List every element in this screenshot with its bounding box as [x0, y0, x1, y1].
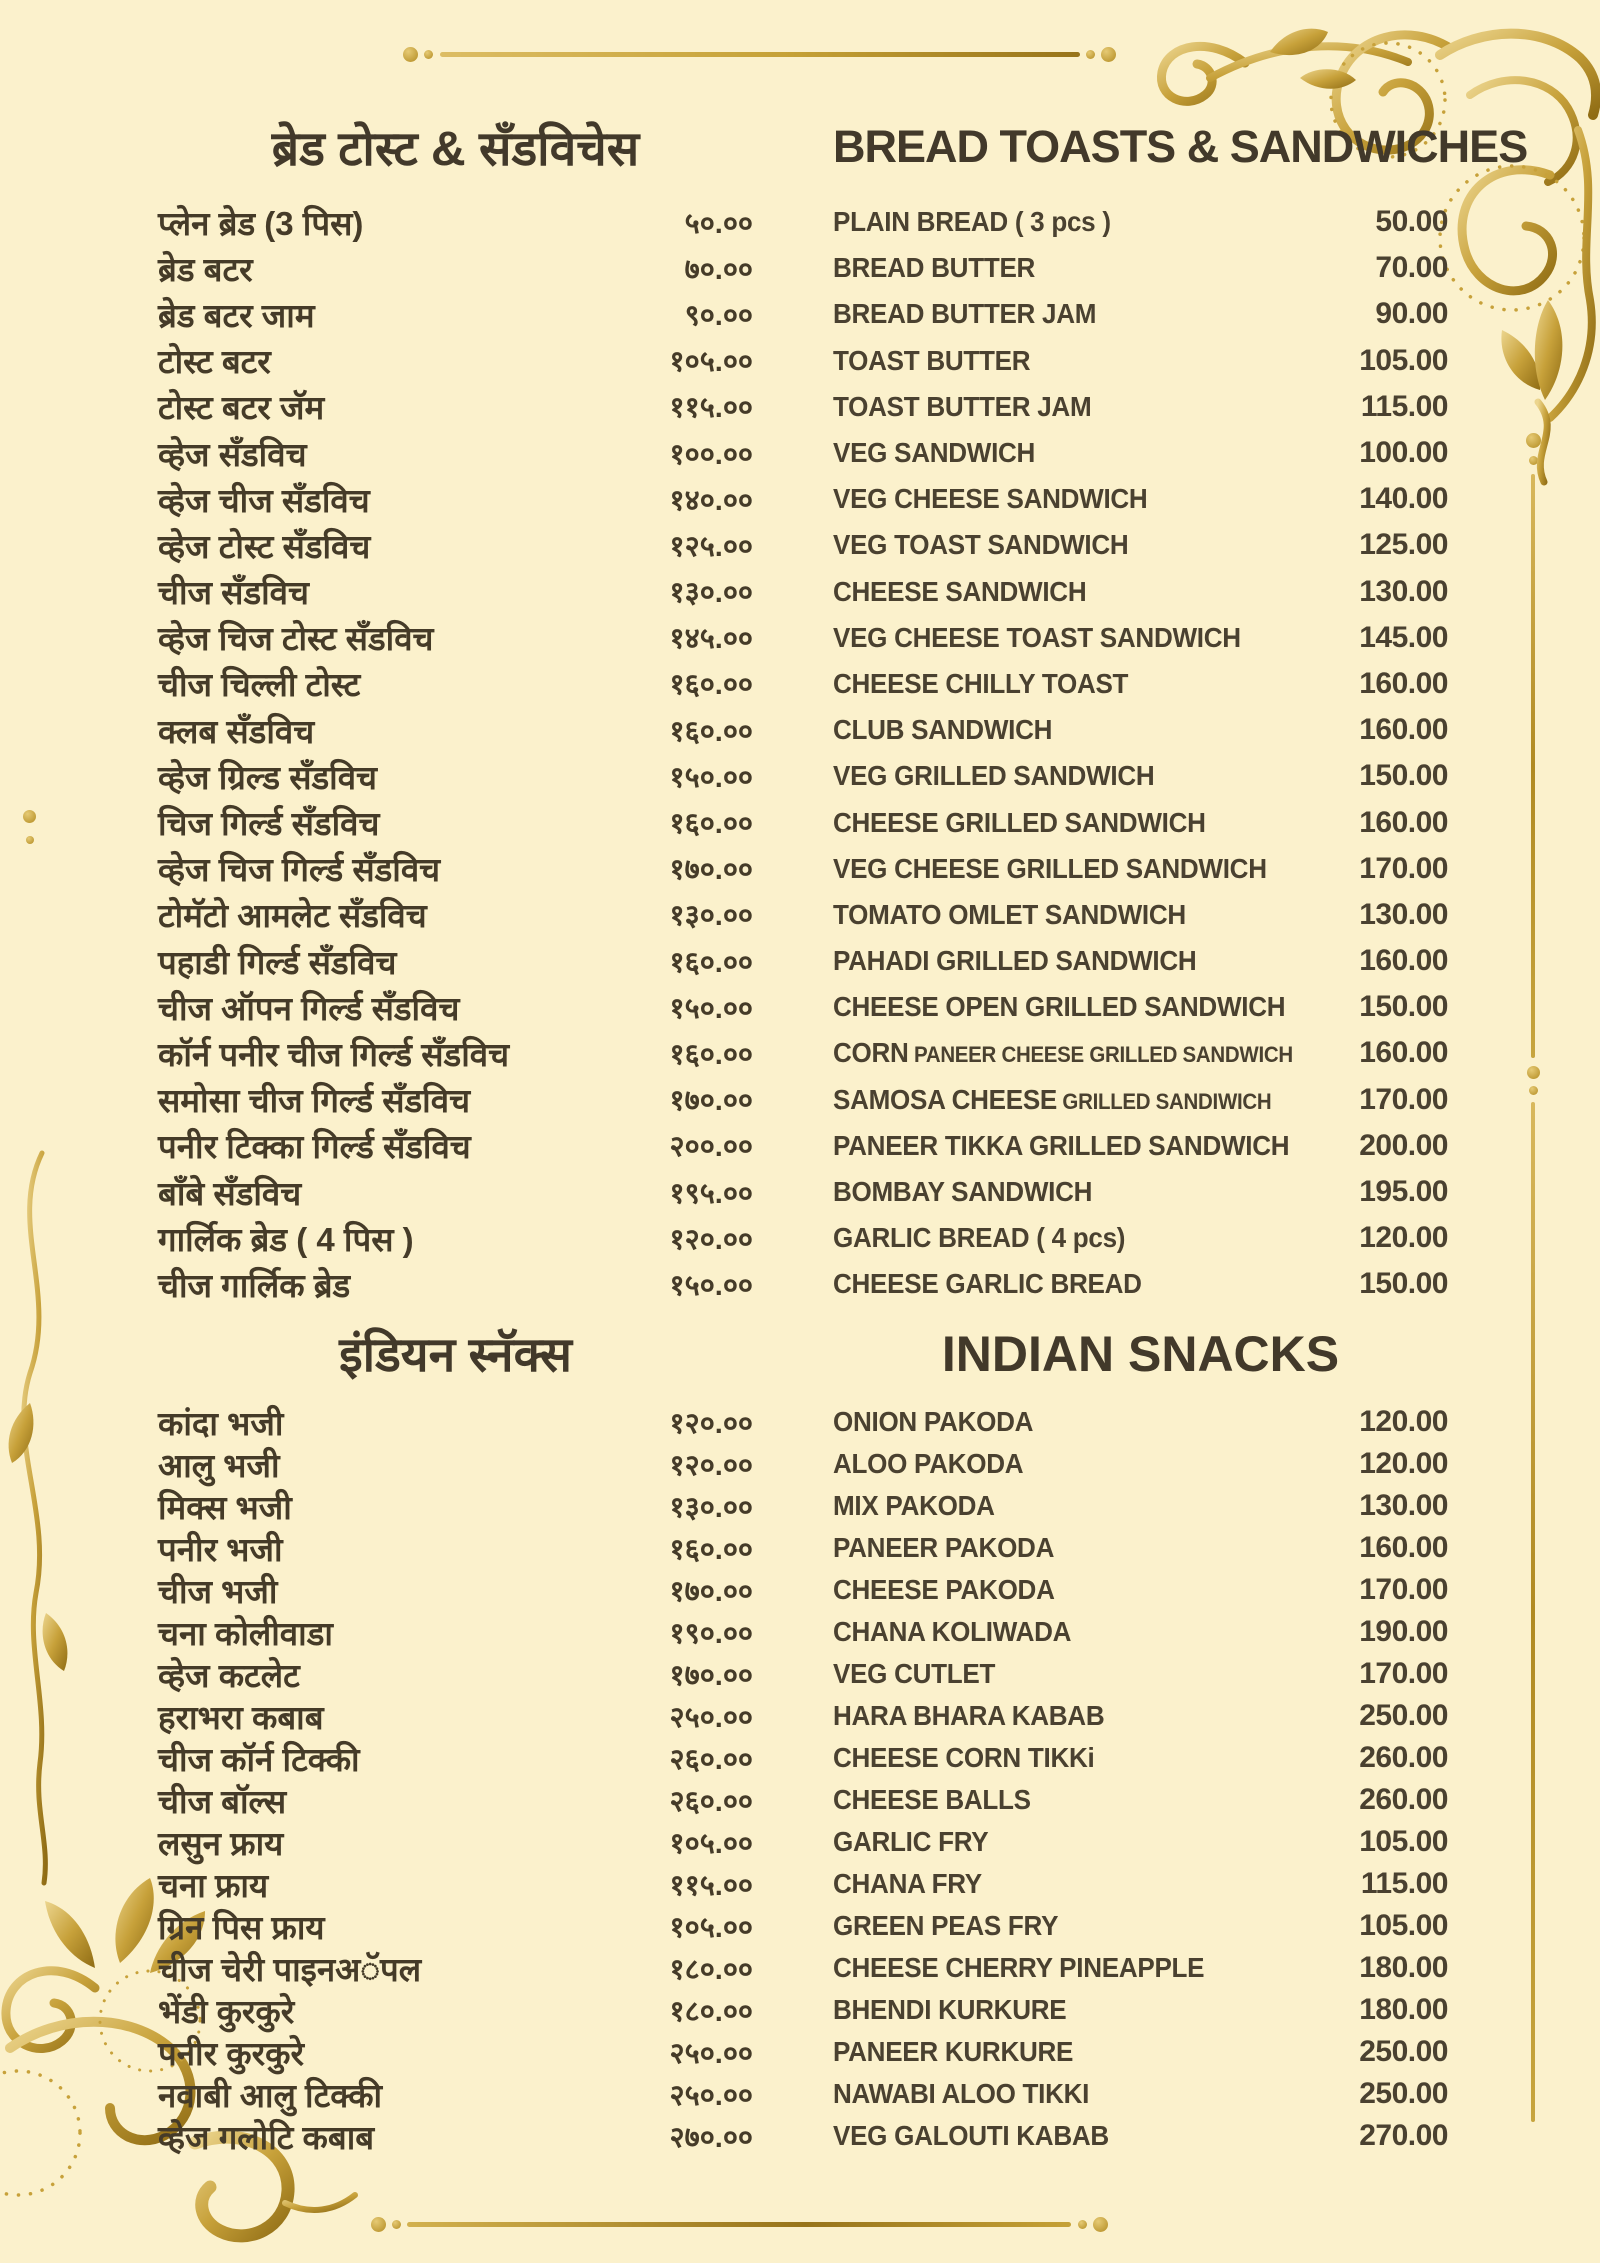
- item-price-english: 120.00: [1359, 1405, 1448, 1438]
- item-name-hindi: चना कोलीवाडा: [158, 1614, 333, 1652]
- item-price-hindi: १०५.००: [669, 346, 753, 379]
- item-name-english: BHENDI KURKURE: [833, 1994, 1067, 2025]
- menu-item-row: [0, 476, 1600, 522]
- menu-item-row: [0, 1988, 1600, 2030]
- menu-item-row: [0, 291, 1600, 337]
- menu-item-row: [0, 1610, 1600, 1652]
- menu-item-row: [0, 199, 1600, 245]
- menu-item-row: [0, 799, 1600, 845]
- item-price-english: 105.00: [1359, 1909, 1448, 1942]
- menu-item-row: [0, 615, 1600, 661]
- item-price-english: 195.00: [1359, 1175, 1448, 1209]
- item-price-hindi: १६०.००: [669, 1038, 753, 1071]
- item-price-english: 150.00: [1359, 990, 1448, 1024]
- section-title-english: INDIAN SNACKS: [941, 1325, 1340, 1382]
- menu-item-row: [0, 338, 1600, 384]
- menu-item-row: [0, 1904, 1600, 1946]
- item-name-hindi: नवाबी आलु टिक्की: [158, 2076, 383, 2114]
- item-name-hindi: कांदा भजी: [158, 1404, 284, 1442]
- menu-item-row: [0, 1077, 1600, 1123]
- menu-item-row: [0, 753, 1600, 799]
- item-name-english: ALOO PAKODA: [833, 1448, 1024, 1479]
- item-name-english-small: PANEER CHEESE GRILLED SANDWICH: [908, 1042, 1293, 1068]
- item-price-hindi: १०५.००: [669, 1827, 753, 1860]
- item-name-english: CHANA KOLIWADA: [833, 1616, 1072, 1647]
- item-name-english: CLUB SANDWICH: [833, 714, 1053, 746]
- item-price-hindi: १७०.००: [669, 1659, 753, 1692]
- item-price-english: 250.00: [1359, 1699, 1448, 1732]
- item-name-hindi: गार्लिक ब्रेड ( 4 पिस ): [158, 1220, 414, 1258]
- menu-item-row: [0, 2072, 1600, 2114]
- item-name-hindi: मिक्स भजी: [158, 1488, 292, 1526]
- item-price-hindi: १८०.००: [669, 1995, 753, 2028]
- item-price-hindi: १२०.००: [669, 1223, 753, 1256]
- item-price-hindi: ११५.००: [669, 392, 753, 425]
- item-name-english-small: GRILLED SANDIWICH: [1057, 1088, 1272, 1114]
- menu-item-row: [0, 1442, 1600, 1484]
- menu-item-row: [0, 1030, 1600, 1076]
- item-name-hindi: व्हेज सँडविच: [158, 435, 307, 473]
- menu-item-row: [0, 384, 1600, 430]
- item-name-hindi: प्लेन ब्रेड (3 पिस): [158, 204, 364, 242]
- item-price-hindi: १९५.००: [669, 1177, 753, 1210]
- item-price-hindi: १८०.००: [669, 1953, 753, 1986]
- item-name-hindi: चना फ्राय: [158, 1866, 269, 1904]
- item-price-hindi: १४५.००: [669, 623, 753, 656]
- item-price-hindi: १३०.००: [669, 900, 753, 933]
- menu-item-row: [0, 245, 1600, 291]
- item-price-hindi: १२५.००: [669, 530, 753, 563]
- item-name-english: CHEESE CORN TIKKi: [833, 1742, 1095, 1773]
- item-price-hindi: १००.००: [669, 438, 753, 471]
- item-price-english: 260.00: [1359, 1741, 1448, 1774]
- item-name-english: HARA BHARA KABAB: [833, 1700, 1105, 1731]
- item-name-english: PAHADI GRILLED SANDWICH: [833, 945, 1197, 977]
- item-name-hindi: चीज भजी: [158, 1572, 278, 1610]
- item-name-hindi: ब्रेड बटर: [158, 250, 253, 288]
- menu-item-row: [0, 1652, 1600, 1694]
- item-name-hindi: पनीर भजी: [158, 1530, 283, 1568]
- menu-item-row: [0, 661, 1600, 707]
- menu-item-row: [0, 707, 1600, 753]
- item-name-english: CHEESE CHERRY PINEAPPLE: [833, 1952, 1205, 1983]
- item-name-english: CHEESE GRILLED SANDWICH: [833, 806, 1206, 838]
- item-name-english: SAMOSA CHEESE GRILLED SANDIWICH: [833, 1083, 1272, 1115]
- menu-item-row: [0, 430, 1600, 476]
- item-price-english: 270.00: [1359, 2119, 1448, 2152]
- item-price-hindi: १६०.००: [669, 715, 753, 748]
- item-price-hindi: ७०.००: [684, 253, 753, 286]
- item-name-english: VEG TOAST SANDWICH: [833, 529, 1129, 561]
- menu-item-row: [0, 1169, 1600, 1215]
- item-name-hindi: व्हेज चिज टोस्ट सँडविच: [158, 620, 434, 658]
- item-name-hindi: चीज चेरी पाइनअॅपल: [158, 1950, 422, 1988]
- item-name-hindi: टोमॅटो आमलेट सँडविच: [158, 897, 427, 935]
- item-name-hindi: भेंडी कुरकुरे: [158, 1992, 295, 2030]
- item-name-hindi: चिज गिर्ल्ड सँडविच: [158, 805, 380, 843]
- menu-item-row: [0, 846, 1600, 892]
- item-price-hindi: १५०.००: [669, 1269, 753, 1302]
- item-price-english: 50.00: [1375, 205, 1448, 239]
- item-name-hindi: व्हेज चीज सँडविच: [158, 481, 370, 519]
- item-price-hindi: १७०.००: [669, 854, 753, 887]
- item-price-english: 160.00: [1359, 944, 1448, 978]
- item-name-english: GREEN PEAS FRY: [833, 1910, 1059, 1941]
- item-name-english: NAWABI ALOO TIKKI: [833, 2078, 1090, 2109]
- item-name-english: GARLIC FRY: [833, 1826, 989, 1857]
- menu-item-row: [0, 1862, 1600, 1904]
- item-price-english: 170.00: [1359, 851, 1448, 885]
- item-name-english: BOMBAY SANDWICH: [833, 1176, 1093, 1208]
- item-name-english: TOAST BUTTER: [833, 344, 1031, 376]
- item-name-english: VEG CHEESE TOAST SANDWICH: [833, 621, 1241, 653]
- item-price-english: 170.00: [1359, 1573, 1448, 1606]
- menu-item-row: [0, 1400, 1600, 1442]
- item-name-english: ONION PAKODA: [833, 1406, 1034, 1437]
- item-name-hindi: चीज कॉर्न टिक्की: [158, 1740, 360, 1778]
- item-name-english: BREAD BUTTER: [833, 252, 1036, 284]
- menu-item-row: [0, 1261, 1600, 1307]
- menu-item-row: [0, 1736, 1600, 1778]
- item-name-hindi: पनीर कुरकुरे: [158, 2034, 304, 2072]
- item-price-english: 150.00: [1359, 1267, 1448, 1301]
- item-price-english: 120.00: [1359, 1447, 1448, 1480]
- menu-item-row: [0, 1694, 1600, 1736]
- item-price-hindi: २५०.००: [669, 1701, 753, 1734]
- menu-item-row: [0, 1946, 1600, 1988]
- menu-item-row: [0, 2114, 1600, 2156]
- item-name-english: CHEESE OPEN GRILLED SANDWICH: [833, 991, 1286, 1023]
- item-price-english: 260.00: [1359, 1783, 1448, 1816]
- item-name-english: PANEER KURKURE: [833, 2036, 1074, 2067]
- section-header-row: [0, 1308, 1600, 1400]
- menu-item-row: [0, 569, 1600, 615]
- item-name-english: VEG GRILLED SANDWICH: [833, 760, 1155, 792]
- item-price-hindi: २६०.००: [669, 1743, 753, 1776]
- item-name-hindi: समोसा चीज गिर्ल्ड सँडविच: [158, 1082, 471, 1120]
- menu-item-row: [0, 1778, 1600, 1820]
- item-price-hindi: १२०.००: [669, 1407, 753, 1440]
- item-price-english: 140.00: [1359, 482, 1448, 516]
- item-name-hindi: बाँबे सँडविच: [158, 1174, 302, 1212]
- menu-item-row: [0, 522, 1600, 568]
- section-title-hindi: ब्रेड टोस्ट & सँडविचेस: [271, 122, 640, 176]
- menu-item-row: [0, 1820, 1600, 1862]
- item-name-hindi: चीज ऑपन गिर्ल्ड सँडविच: [158, 989, 460, 1027]
- item-price-hindi: २७०.००: [669, 2121, 753, 2154]
- item-name-hindi: हराभरा कबाब: [158, 1698, 324, 1736]
- item-price-hindi: १७०.००: [669, 1085, 753, 1118]
- item-price-english: 145.00: [1359, 620, 1448, 654]
- menu-item-row: [0, 938, 1600, 984]
- item-price-hindi: ११५.००: [669, 1869, 753, 1902]
- item-price-hindi: १३०.००: [669, 1491, 753, 1524]
- item-price-english: 115.00: [1360, 389, 1448, 423]
- menu-item-row: [0, 1568, 1600, 1610]
- item-name-english: CHEESE PAKODA: [833, 1574, 1055, 1605]
- item-price-hindi: १६०.००: [669, 1533, 753, 1566]
- item-price-english: 130.00: [1359, 574, 1448, 608]
- item-name-english: GARLIC BREAD ( 4 pcs): [833, 1222, 1126, 1254]
- item-name-hindi: चीज गार्लिक ब्रेड: [158, 1266, 351, 1304]
- item-name-hindi: व्हेज टोस्ट सँडविच: [158, 527, 371, 565]
- item-name-english: CHEESE BALLS: [833, 1784, 1031, 1815]
- item-name-hindi: व्हेज गलोटि कबाब: [158, 2118, 375, 2156]
- item-price-english: 90.00: [1375, 297, 1448, 331]
- item-price-english: 180.00: [1359, 1951, 1448, 1984]
- item-name-english: CHEESE CHILLY TOAST: [833, 667, 1129, 699]
- item-price-hindi: १३०.००: [669, 577, 753, 610]
- item-price-english: 105.00: [1359, 343, 1448, 377]
- item-price-english: 100.00: [1359, 436, 1448, 470]
- item-name-hindi: टोस्ट बटर जॅम: [158, 389, 325, 427]
- section-title-hindi: इंडियन स्नॅक्स: [339, 1329, 572, 1382]
- menu-item-row: [0, 1123, 1600, 1169]
- item-price-hindi: ५०.००: [684, 207, 753, 240]
- item-name-hindi: व्हेज ग्रिल्ड सँडविच: [158, 758, 378, 796]
- item-name-english: TOAST BUTTER JAM: [833, 390, 1092, 422]
- item-name-english: VEG CUTLET: [833, 1658, 996, 1689]
- menu-item-row: [0, 2030, 1600, 2072]
- item-name-english: CORN PANEER CHEESE GRILLED SANDWICH: [833, 1037, 1293, 1069]
- item-price-english: 130.00: [1359, 897, 1448, 931]
- item-name-english: CHEESE SANDWICH: [833, 575, 1087, 607]
- item-price-english: 130.00: [1359, 1489, 1448, 1522]
- menu-item-row: [0, 892, 1600, 938]
- item-name-english: VEG CHEESE GRILLED SANDWICH: [833, 852, 1267, 884]
- menu-item-row: [0, 1526, 1600, 1568]
- item-price-hindi: ९०.००: [684, 299, 753, 332]
- menu-item-row: [0, 1484, 1600, 1526]
- item-name-english: MIX PAKODA: [833, 1490, 995, 1521]
- item-name-hindi: पहाडी गिर्ल्ड सँडविच: [158, 943, 397, 981]
- item-price-hindi: १६०.००: [669, 946, 753, 979]
- item-name-hindi: क्लब सँडविच: [158, 712, 315, 750]
- item-price-hindi: १९०.००: [669, 1617, 753, 1650]
- item-name-english: VEG GALOUTI KABAB: [833, 2120, 1109, 2151]
- item-price-hindi: २५०.००: [669, 2037, 753, 2070]
- item-name-english: BREAD BUTTER JAM: [833, 298, 1097, 330]
- item-name-hindi: टोस्ट बटर: [158, 343, 271, 381]
- item-name-english: CHANA FRY: [833, 1868, 982, 1899]
- item-price-english: 180.00: [1359, 1993, 1448, 2026]
- item-name-hindi: कॉर्न पनीर चीज गिर्ल्ड सँडविच: [158, 1035, 510, 1073]
- item-price-hindi: १४०.००: [669, 484, 753, 517]
- item-name-english: PANEER TIKKA GRILLED SANDWICH: [833, 1129, 1290, 1161]
- item-price-english: 170.00: [1359, 1082, 1448, 1116]
- item-price-hindi: १५०.००: [669, 992, 753, 1025]
- item-name-hindi: ग्रिन पिस फ्राय: [158, 1908, 325, 1946]
- menu-item-row: [0, 984, 1600, 1030]
- item-name-hindi: चीज बॉल्स: [158, 1782, 287, 1820]
- item-price-hindi: २००.००: [669, 1131, 753, 1164]
- item-price-hindi: १०५.००: [669, 1911, 753, 1944]
- item-name-english: VEG SANDWICH: [833, 437, 1036, 469]
- item-price-hindi: २६०.००: [669, 1785, 753, 1818]
- menu-item-row: [0, 1215, 1600, 1261]
- item-name-hindi: ब्रेड बटर जाम: [158, 296, 315, 334]
- section-header-row: [0, 95, 1600, 199]
- item-name-hindi: पनीर टिक्का गिर्ल्ड सँडविच: [158, 1128, 471, 1166]
- item-name-english: VEG CHEESE SANDWICH: [833, 483, 1148, 515]
- item-price-english: 200.00: [1359, 1128, 1448, 1162]
- item-price-english: 120.00: [1359, 1221, 1448, 1255]
- item-price-english: 160.00: [1359, 805, 1448, 839]
- item-price-english: 105.00: [1359, 1825, 1448, 1858]
- item-name-english: PLAIN BREAD ( 3 pcs ): [833, 206, 1111, 238]
- item-price-english: 150.00: [1359, 759, 1448, 793]
- item-price-english: 160.00: [1359, 666, 1448, 700]
- item-price-english: 115.00: [1360, 1867, 1448, 1900]
- item-price-english: 250.00: [1359, 2077, 1448, 2110]
- item-price-hindi: १७०.००: [669, 1575, 753, 1608]
- item-name-english: PANEER PAKODA: [833, 1532, 1055, 1563]
- item-price-english: 160.00: [1359, 1531, 1448, 1564]
- item-name-hindi: आलु भजी: [158, 1446, 280, 1484]
- item-price-english: 250.00: [1359, 2035, 1448, 2068]
- item-price-hindi: १५०.००: [669, 761, 753, 794]
- item-price-hindi: २५०.००: [669, 2079, 753, 2112]
- item-name-hindi: व्हेज चिज गिर्ल्ड सँडविच: [158, 851, 441, 889]
- item-price-hindi: १६०.००: [669, 808, 753, 841]
- item-price-hindi: १२०.००: [669, 1449, 753, 1482]
- item-price-english: 125.00: [1359, 528, 1448, 562]
- item-name-hindi: व्हेज कटलेट: [158, 1656, 300, 1694]
- section-title-english: BREAD TOASTS & SANDWICHES: [833, 121, 1528, 172]
- item-name-hindi: लसुन फ्राय: [158, 1824, 284, 1862]
- item-price-english: 170.00: [1359, 1657, 1448, 1690]
- item-price-english: 70.00: [1375, 251, 1448, 285]
- item-name-english: CHEESE GARLIC BREAD: [833, 1268, 1142, 1300]
- item-name-hindi: चीज चिल्ली टोस्ट: [158, 666, 361, 704]
- item-price-hindi: १६०.००: [669, 669, 753, 702]
- item-price-english: 160.00: [1359, 713, 1448, 747]
- item-price-english: 160.00: [1359, 1036, 1448, 1070]
- item-name-english: TOMATO OMLET SANDWICH: [833, 898, 1186, 930]
- item-name-hindi: चीज सँडविच: [158, 574, 309, 612]
- item-price-english: 190.00: [1359, 1615, 1448, 1648]
